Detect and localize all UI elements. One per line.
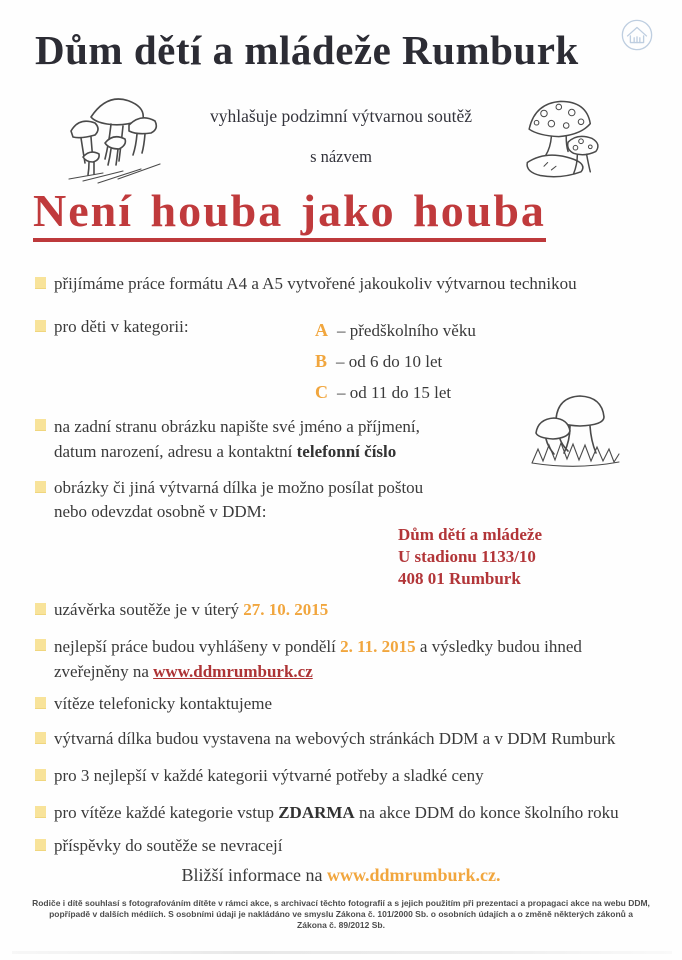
announcement-date: 2. 11. 2015 [340,637,416,656]
address-line-2: U stadionu 1133/10 [398,547,536,566]
bullet-marker [35,320,46,331]
rule-item-formats: přijímáme práce formátu A4 a A5 vytvořené jakoukoliv výtvarnou technikou [35,272,662,296]
consent-fine-print [16,898,666,931]
mushroom-cluster-illustration [63,90,178,187]
category-letter-b: B [315,351,328,371]
rule-item-announcement: nejlepší práce budou vyhlášeny v pondělí 2. 11. 2015 a výsledky budou ihned zveřejněny na www.ddmrumburk.cz [35,634,662,684]
category-row-b [315,346,476,377]
bullet-marker [35,277,46,288]
bullet-marker [35,806,46,817]
category-row-c [315,377,476,408]
category-text-a: – předškolního věku [337,321,476,340]
consent-line-2: popřípadě v dalších médiích. S osobními údaji je nakládáno ve smyslu Zákona č. 101/2000 Sb. o osobních údajích a o změně některých zákonů a [49,909,633,919]
categories-label: pro děti v kategorii: [54,317,189,336]
bullet-marker [35,481,46,492]
competition-title: Není houba jako houba [33,186,546,242]
bullet-marker [35,697,46,708]
categories-list [315,315,476,408]
rule-item-backside-info: na zadní stranu obrázku napište své jméno a příjmení, datum narození, adresu a kontaktní telefonní číslo [35,414,662,464]
bullet-marker [35,732,46,743]
rule-item-exhibition: výtvarná dílka budou vystavena na webových stránkách DDM a v DDM Rumburk [35,727,662,751]
fly-agaric-illustration [513,94,612,182]
rules-list [35,272,662,858]
consent-line-3: Zákona č. 89/2012 Sb. [297,920,385,930]
category-text-b: – od 6 do 10 let [336,352,443,371]
consent-line-1: Rodiče i dítě souhlasí s fotografováním dítěte v rámci akce, s archivací těchto fotografií a s jejich použitím při prezentaci a propagaci akce na webu DDM, [32,898,650,908]
category-row-a [315,315,476,346]
category-text-c: – od 11 do 15 let [337,383,452,402]
ddm-address-block [398,524,662,590]
page-title: Dům dětí a mládeže Rumburk [35,27,579,73]
category-letter-a: A [315,320,328,340]
bullet-marker [35,769,46,780]
rule-item-delivery: obrázky či jiná výtvarná dílka je možno posílat poštou nebo odevzdat osobně v DDM: Dům dětí a mládeže U stadionu 1133/10 408 01 Rumburk [35,476,662,590]
more-info-line: Bližší informace na www.ddmrumburk.cz. [181,865,501,885]
ddm-house-logo-icon [620,18,654,52]
address-line-1: Dům dětí a mládeže [398,525,543,544]
ddm-website-link[interactable]: www.ddmrumburk.cz [153,662,313,681]
address-line-3: 408 01 Rumburk [398,569,521,588]
bullet-marker [35,419,46,430]
subtitle-line-2: s názvem [310,147,372,166]
rule-item-prizes: pro 3 nejlepší v každé kategorii výtvarné potřeby a sladké ceny [35,764,662,788]
free-entry-emphasis: ZDARMA [278,803,355,822]
bullet-marker [35,839,46,850]
rule-item-phone-contact: vítěze telefonicky kontaktujeme [35,692,662,716]
rule-item-categories [35,315,662,408]
scan-edge-artifact [12,951,672,954]
subtitle-line-1: vyhlašuje podzimní výtvarnou soutěž [210,106,472,126]
bullet-marker [35,639,46,650]
bullet-marker [35,603,46,614]
rule-item-free-entry: pro vítěze každé kategorie vstup ZDARMA na akce DDM do konce školního roku [35,801,662,825]
category-letter-c: C [315,382,328,402]
deadline-date: 27. 10. 2015 [243,600,329,619]
phone-number-emphasis: telefonní číslo [296,442,397,461]
rule-item-no-return: příspěvky do soutěže se nevracejí [35,834,662,858]
more-info-website-link[interactable]: www.ddmrumburk.cz. [326,865,501,885]
rule-item-deadline: uzávěrka soutěže je v úterý 27. 10. 2015 [35,598,662,622]
